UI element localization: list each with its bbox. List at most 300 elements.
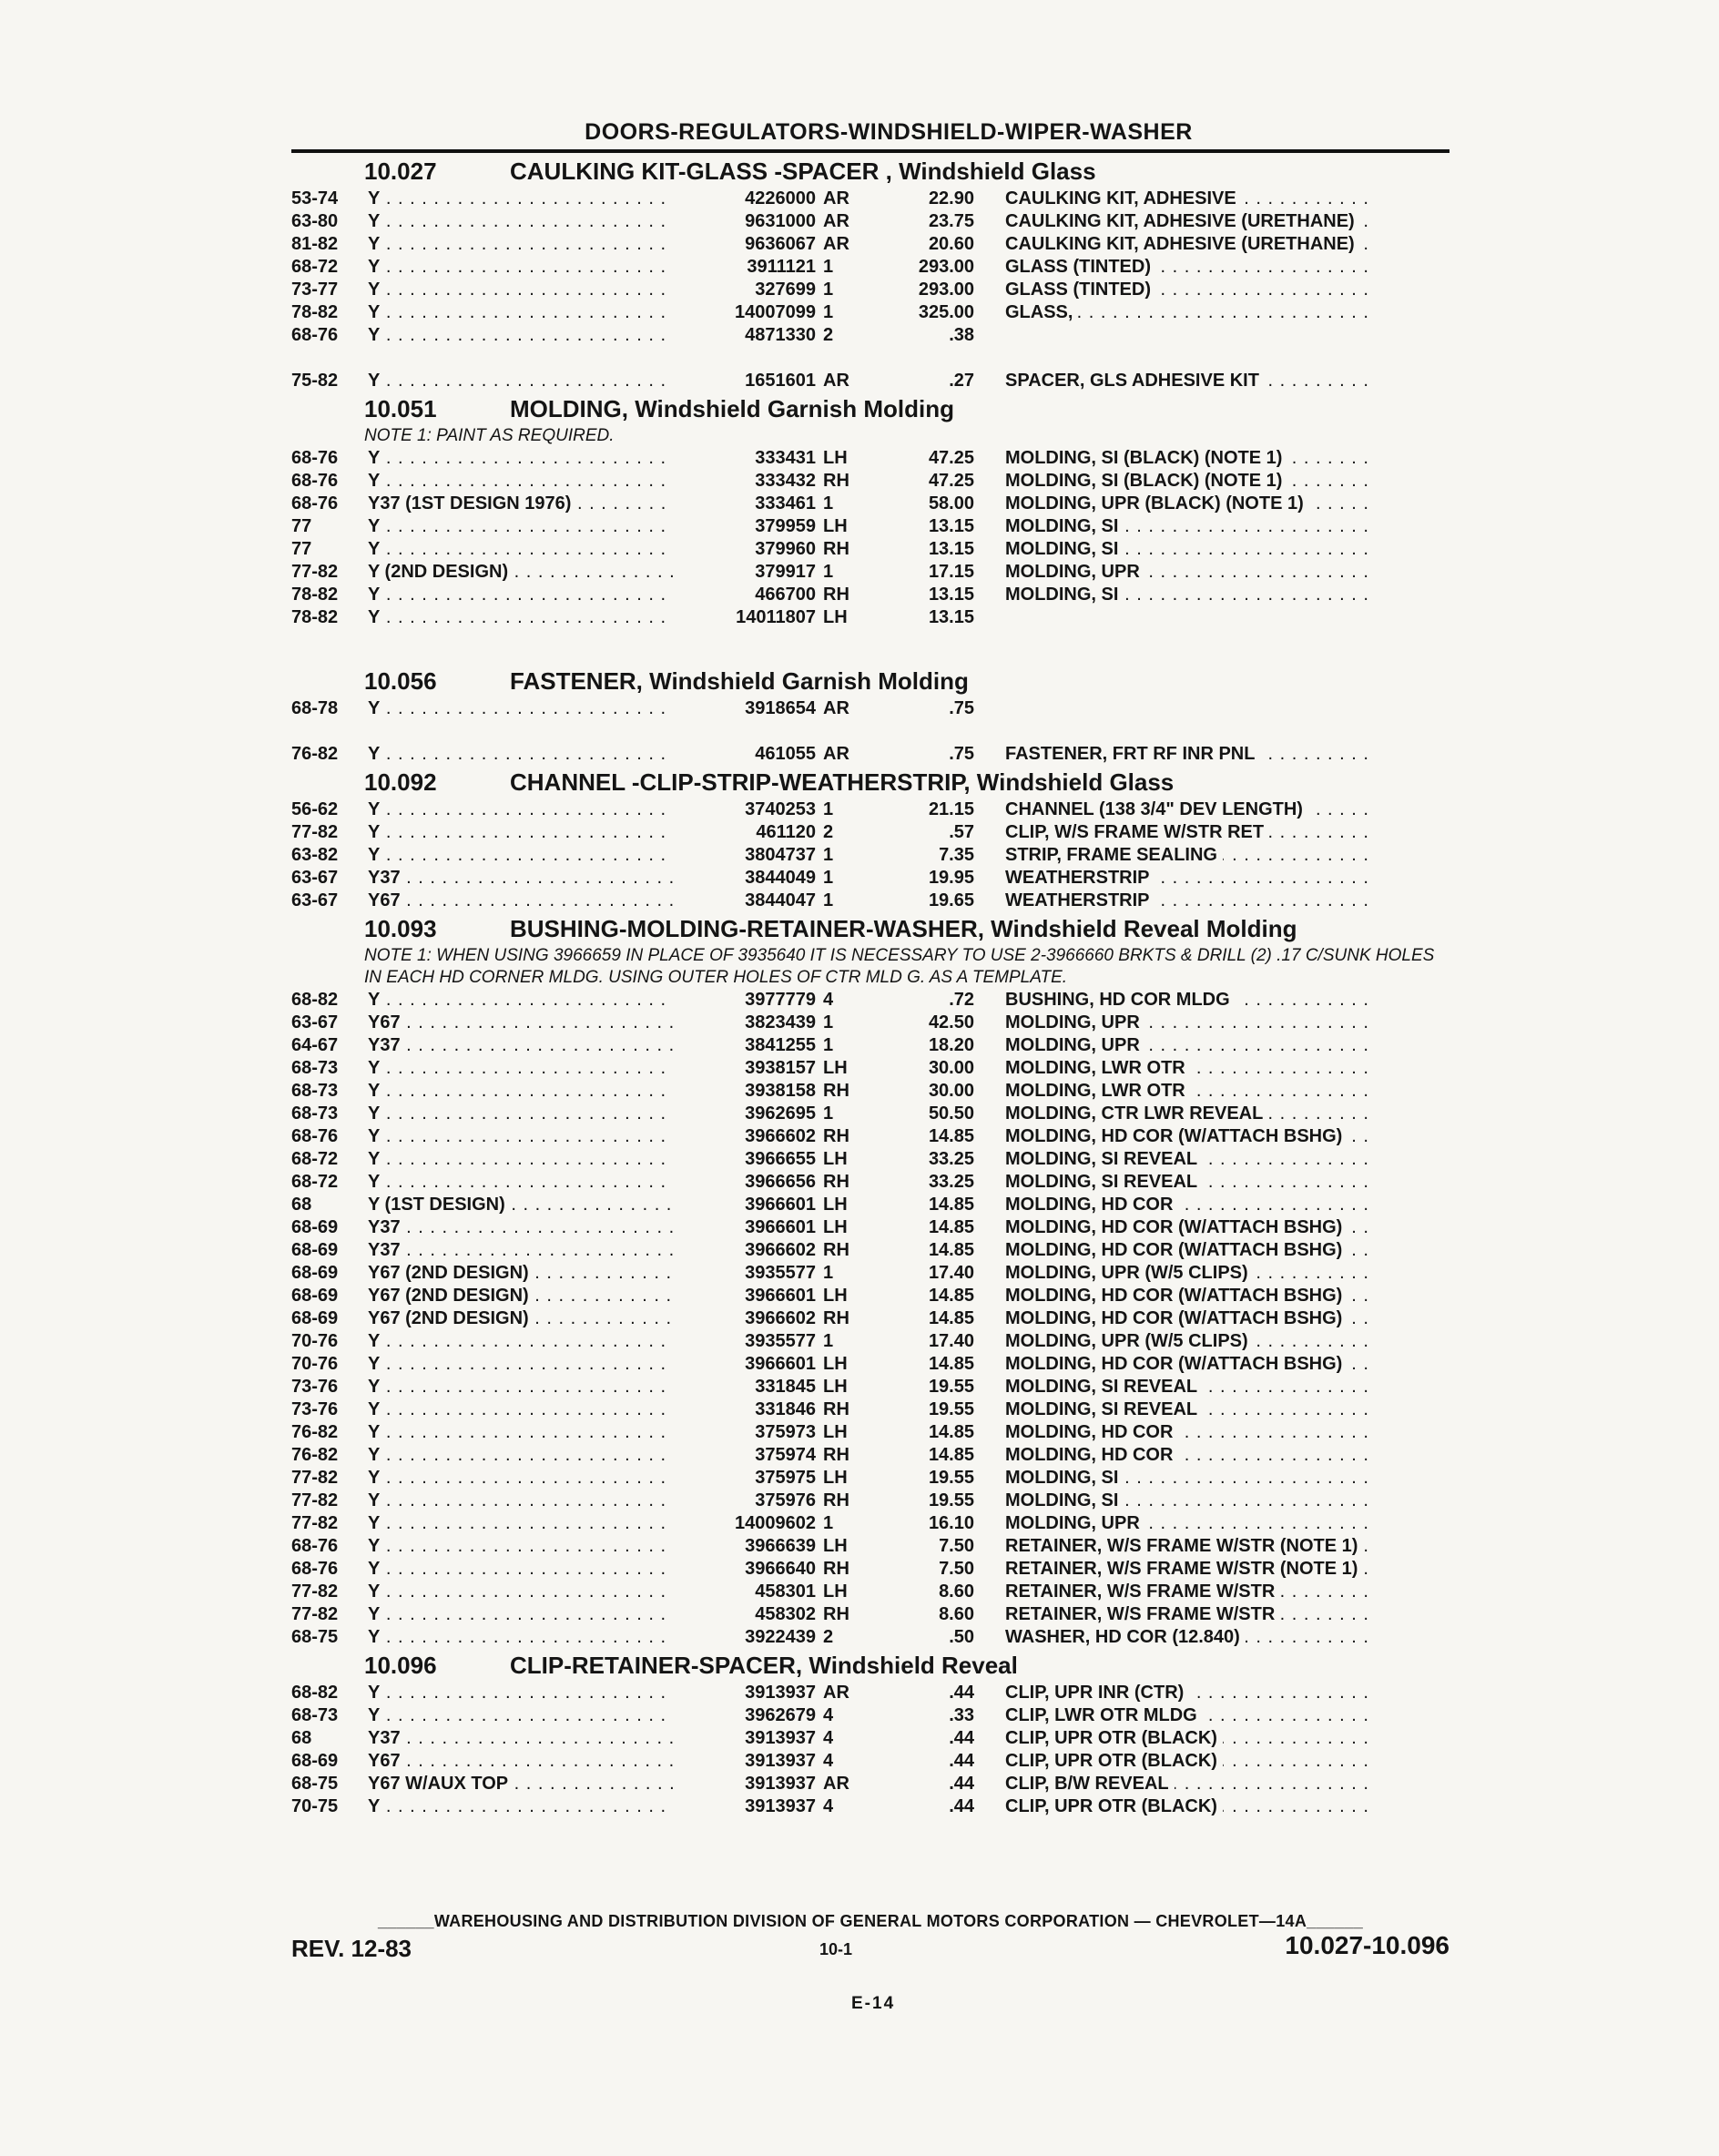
description: STRIP, FRAME SEALING [1005, 844, 1223, 867]
model: Y . . . [368, 301, 721, 324]
part-row [291, 1558, 1449, 1581]
part-row [291, 1012, 1449, 1034]
quantity: AR [823, 371, 849, 391]
part-number: 375976 [674, 1490, 816, 1512]
year-range: 70-76 [291, 1354, 339, 1374]
description: RETAINER, W/S FRAME W/STR (NOTE 1) [1005, 1558, 1363, 1581]
year-range: 76-82 [291, 1445, 339, 1465]
section-page: 10-1 [819, 1940, 853, 1958]
year-range: 68-72 [291, 257, 339, 277]
price: 33.25 [928, 1149, 974, 1169]
part-number: 3740253 [674, 798, 816, 821]
model: Y . . . [368, 697, 721, 720]
description: MOLDING, SI [1005, 538, 1124, 561]
part-number: 3844049 [674, 867, 816, 890]
model: Y . . . [368, 1398, 721, 1421]
part-row [291, 210, 1449, 233]
price: .44 [949, 1796, 974, 1816]
part-number: 4871330 [674, 324, 816, 347]
part-number: 1651601 [674, 370, 816, 392]
part-row [291, 989, 1449, 1012]
year-range: 77-82 [291, 1490, 339, 1510]
part-row [291, 1194, 1449, 1216]
quantity: LH [823, 1286, 848, 1306]
model: Y . . . [368, 1581, 721, 1603]
price: 13.15 [928, 539, 974, 559]
model: Y . . . [368, 470, 721, 493]
description: MOLDING, UPR [1005, 1034, 1145, 1057]
part-row [291, 606, 1449, 652]
part-row [291, 1581, 1449, 1603]
year-range: 63-67 [291, 868, 339, 888]
quantity: 1 [823, 868, 834, 888]
page-footer [291, 1912, 1449, 1962]
price: .44 [949, 1751, 974, 1771]
section-note: NOTE 1: PAINT AS REQUIRED. [364, 426, 615, 445]
quantity: 4 [823, 990, 834, 1010]
price: .33 [949, 1705, 974, 1725]
part-number: 3823439 [674, 1012, 816, 1034]
description: SPACER, GLS ADHESIVE KIT [1005, 370, 1265, 392]
price: 14.85 [928, 1445, 974, 1465]
year-range: 63-67 [291, 1012, 339, 1032]
year-range: 68-76 [291, 1126, 339, 1146]
section-spacer [291, 652, 1449, 665]
description-cell [1005, 989, 1442, 1012]
price: .50 [949, 1627, 974, 1647]
part-row [291, 561, 1449, 584]
description-cell [1005, 1467, 1442, 1490]
description-cell [1005, 188, 1442, 210]
part-number: 14009602 [674, 1512, 816, 1535]
description-cell [1005, 1626, 1442, 1649]
description: MOLDING, SI REVEAL [1005, 1171, 1203, 1194]
part-number: 9631000 [674, 210, 816, 233]
footer-division: WAREHOUSING AND DISTRIBUTION DIVISION OF GENERAL MOTORS CORPORATION — CHEVROLET—14A [433, 1912, 1307, 1930]
quantity: 2 [823, 1627, 834, 1647]
description: MOLDING, HD COR [1005, 1194, 1178, 1216]
section-heading [291, 912, 1449, 945]
part-number: 466700 [674, 584, 816, 606]
part-row [291, 1216, 1449, 1239]
quantity: 2 [823, 822, 834, 842]
part-number: 3966656 [674, 1171, 816, 1194]
year-range: 68 [291, 1195, 312, 1215]
part-row [291, 1421, 1449, 1444]
model: Y . . . [368, 1626, 721, 1649]
description: MOLDING, LWR OTR [1005, 1057, 1191, 1080]
part-number: 333432 [674, 470, 816, 493]
quantity: LH [823, 1581, 848, 1602]
model: Y . . . [368, 324, 721, 347]
price: 13.15 [928, 516, 974, 536]
year-range: 68-76 [291, 1536, 339, 1556]
part-row [291, 1103, 1449, 1125]
year-range: 77-82 [291, 1604, 339, 1624]
quantity: LH [823, 1217, 848, 1237]
description: MOLDING, CTR LWR REVEAL [1005, 1103, 1268, 1125]
section-name: BUSHING-MOLDING-RETAINER-WASHER, Windshield Reveal Molding [510, 915, 1297, 942]
description-cell [1005, 279, 1442, 301]
part-row [291, 538, 1449, 561]
price: .44 [949, 1728, 974, 1748]
price: 8.60 [939, 1604, 974, 1624]
description: MOLDING, UPR (W/5 CLIPS) [1005, 1262, 1254, 1285]
price: 30.00 [928, 1058, 974, 1078]
price: 19.55 [928, 1377, 974, 1397]
price: 14.85 [928, 1240, 974, 1260]
model: Y . . . [368, 1057, 721, 1080]
quantity: LH [823, 1058, 848, 1078]
description: MOLDING, SI (BLACK) (NOTE 1) [1005, 447, 1287, 470]
part-row [291, 697, 1449, 743]
part-row [291, 1171, 1449, 1194]
section-heading [291, 392, 1449, 425]
year-range: 68-78 [291, 698, 339, 718]
year-range: 68-72 [291, 1149, 339, 1169]
description: RETAINER, W/S FRAME W/STR [1005, 1581, 1280, 1603]
description: MOLDING, SI (BLACK) (NOTE 1) [1005, 470, 1287, 493]
part-number: 3913937 [674, 1727, 816, 1750]
quantity: 1 [823, 257, 834, 277]
price: 17.15 [928, 562, 974, 582]
part-number: 3962679 [674, 1704, 816, 1727]
year-range: 68-73 [291, 1081, 339, 1101]
model: Y (2ND DESIGN) . . . [368, 561, 721, 584]
model: Y . . . [368, 1330, 721, 1353]
year-range: 68-76 [291, 493, 339, 514]
price: .57 [949, 822, 974, 842]
description: MOLDING, SI [1005, 1467, 1124, 1490]
price: 14.85 [928, 1286, 974, 1306]
price: 325.00 [918, 302, 974, 322]
quantity: RH [823, 1399, 849, 1419]
model: Y37 . . . [368, 1216, 721, 1239]
part-row [291, 1285, 1449, 1307]
quantity: RH [823, 1172, 849, 1192]
year-range: 70-76 [291, 1331, 339, 1351]
quantity: RH [823, 1308, 849, 1328]
part-row [291, 1750, 1449, 1773]
section-number: 10.051 [364, 395, 437, 422]
model: Y37 (1ST DESIGN 1976) . . . [368, 493, 721, 515]
price: .27 [949, 371, 974, 391]
description: RETAINER, W/S FRAME W/STR (NOTE 1) [1005, 1535, 1363, 1558]
year-range: 76-82 [291, 744, 339, 764]
model: Y (1ST DESIGN) . . . [368, 1194, 721, 1216]
model: Y . . . [368, 1171, 721, 1194]
part-number: 379959 [674, 515, 816, 538]
model: Y . . . [368, 844, 721, 867]
price: 293.00 [918, 257, 974, 277]
section-name: CLIP-RETAINER-SPACER, Windshield Reveal [510, 1652, 1018, 1679]
quantity: 1 [823, 493, 834, 514]
description: MOLDING, UPR (BLACK) (NOTE 1) [1005, 493, 1309, 515]
description-cell [1005, 1330, 1442, 1353]
price: 293.00 [918, 280, 974, 300]
quantity: RH [823, 1081, 849, 1101]
price: .44 [949, 1774, 974, 1794]
part-row [291, 1682, 1449, 1704]
year-range: 77-82 [291, 1468, 339, 1488]
year-range: 68-69 [291, 1308, 339, 1328]
part-number: 375975 [674, 1467, 816, 1490]
quantity: 4 [823, 1728, 834, 1748]
description-cell [1005, 1194, 1442, 1216]
part-row [291, 1148, 1449, 1171]
year-range: 63-80 [291, 211, 339, 231]
year-range: 77-82 [291, 822, 339, 842]
price: 47.25 [928, 448, 974, 468]
model: Y . . . [368, 743, 721, 766]
description-cell [1005, 1490, 1442, 1512]
quantity: LH [823, 1195, 848, 1215]
part-row [291, 279, 1449, 301]
description-cell [1005, 798, 1442, 821]
part-row [291, 324, 1449, 370]
part-row [291, 1125, 1449, 1148]
part-row [291, 1603, 1449, 1626]
description: MOLDING, SI REVEAL [1005, 1376, 1203, 1398]
model: Y . . . [368, 1535, 721, 1558]
price: 23.75 [928, 211, 974, 231]
description: WEATHERSTRIP [1005, 867, 1155, 890]
model: Y67 (2ND DESIGN) . . . [368, 1307, 721, 1330]
price: 17.40 [928, 1331, 974, 1351]
model: Y . . . [368, 1103, 721, 1125]
description: WASHER, HD COR (12.840) [1005, 1626, 1246, 1649]
part-row [291, 1444, 1449, 1467]
description-cell [1005, 515, 1442, 538]
part-row [291, 1727, 1449, 1750]
part-row [291, 233, 1449, 256]
quantity: AR [823, 211, 849, 231]
catalog-sections [291, 155, 1449, 1818]
part-row [291, 1398, 1449, 1421]
year-range: 68-76 [291, 325, 339, 345]
description: MOLDING, HD COR (W/ATTACH BSHG) [1005, 1216, 1348, 1239]
price: .38 [949, 325, 974, 345]
description-cell [1005, 1750, 1442, 1773]
description-cell [1005, 1512, 1442, 1535]
part-number: 3966601 [674, 1216, 816, 1239]
part-number: 3966640 [674, 1558, 816, 1581]
year-range: 77-82 [291, 1581, 339, 1602]
year-range: 81-82 [291, 234, 339, 254]
model: Y67 . . . [368, 890, 721, 912]
price: 7.50 [939, 1559, 974, 1579]
model: Y . . . [368, 1704, 721, 1727]
description: BUSHING, HD COR MLDG [1005, 989, 1236, 1012]
section-number: 10.056 [364, 667, 437, 695]
year-range: 63-82 [291, 845, 339, 865]
price: 14.85 [928, 1126, 974, 1146]
quantity: LH [823, 1149, 848, 1169]
model: Y67 W/AUX TOP . . . [368, 1773, 721, 1795]
part-number: 331846 [674, 1398, 816, 1421]
price: 14.85 [928, 1354, 974, 1374]
quantity: 1 [823, 280, 834, 300]
model: Y . . . [368, 1467, 721, 1490]
description: MOLDING, SI [1005, 515, 1124, 538]
part-number: 3841255 [674, 1034, 816, 1057]
quantity: RH [823, 1445, 849, 1465]
price: 7.50 [939, 1536, 974, 1556]
quantity: 1 [823, 562, 834, 582]
description-cell [1005, 538, 1442, 561]
part-row [291, 1704, 1449, 1727]
model: Y . . . [368, 1558, 721, 1581]
price: 21.15 [928, 799, 974, 819]
section-heading [291, 1649, 1449, 1682]
model: Y . . . [368, 1376, 721, 1398]
year-range: 53-74 [291, 188, 339, 208]
quantity: LH [823, 1377, 848, 1397]
description-cell [1005, 1704, 1442, 1727]
model: Y . . . [368, 538, 721, 561]
description-cell [1005, 1558, 1442, 1581]
price: 16.10 [928, 1513, 974, 1533]
footer-division-line: ______WAREHOUSING AND DISTRIBUTION DIVISION OF GENERAL MOTORS CORPORATION — CHEVROLET—14A______ [377, 1912, 1364, 1930]
section-name: CAULKING KIT-GLASS -SPACER , Windshield Glass [510, 158, 1096, 185]
section-name: FASTENER, Windshield Garnish Molding [510, 667, 969, 695]
year-range: 77-82 [291, 562, 339, 582]
quantity: 4 [823, 1751, 834, 1771]
price: 19.55 [928, 1468, 974, 1488]
price: .72 [949, 990, 974, 1010]
description: CAULKING KIT, ADHESIVE (URETHANE) [1005, 210, 1360, 233]
part-number: 3913937 [674, 1750, 816, 1773]
description: CAULKING KIT, ADHESIVE (URETHANE) [1005, 233, 1360, 256]
model: Y . . . [368, 1512, 721, 1535]
model: Y . . . [368, 1795, 721, 1818]
part-row [291, 1239, 1449, 1262]
part-number: 375973 [674, 1421, 816, 1444]
part-number: 3911121 [674, 256, 816, 279]
year-range: 75-82 [291, 371, 339, 391]
year-range: 68-69 [291, 1751, 339, 1771]
part-row [291, 821, 1449, 844]
part-row [291, 370, 1449, 392]
price: 17.40 [928, 1263, 974, 1283]
description: GLASS (TINTED) [1005, 256, 1156, 279]
part-row [291, 1535, 1449, 1558]
model: Y . . . [368, 821, 721, 844]
quantity: 1 [823, 1035, 834, 1055]
part-number: 461055 [674, 743, 816, 766]
description-cell [1005, 1773, 1442, 1795]
description-cell [1005, 1103, 1442, 1125]
description: MOLDING, SI REVEAL [1005, 1148, 1203, 1171]
description-cell [1005, 1216, 1442, 1239]
description-cell [1005, 561, 1442, 584]
model: Y67 . . . [368, 1750, 721, 1773]
description: CLIP, B/W REVEAL [1005, 1773, 1175, 1795]
model: Y37 . . . [368, 1239, 721, 1262]
part-row [291, 1307, 1449, 1330]
description: MOLDING, HD COR (W/ATTACH BSHG) [1005, 1285, 1348, 1307]
year-range: 76-82 [291, 1422, 339, 1442]
year-range: 68-73 [291, 1058, 339, 1078]
part-number: 14007099 [674, 301, 816, 324]
model: Y . . . [368, 233, 721, 256]
year-range: 68-69 [291, 1286, 339, 1306]
description-cell [1005, 1171, 1442, 1194]
part-number: 3804737 [674, 844, 816, 867]
price: 58.00 [928, 493, 974, 514]
quantity: AR [823, 1774, 849, 1794]
description-cell [1005, 743, 1442, 766]
year-range: 68-76 [291, 471, 339, 491]
part-number: 327699 [674, 279, 816, 301]
description: CLIP, W/S FRAME W/STR RET [1005, 821, 1269, 844]
description-cell [1005, 210, 1442, 233]
price: 13.15 [928, 607, 974, 627]
price: 19.65 [928, 890, 974, 910]
quantity: LH [823, 607, 848, 627]
section-heading [291, 766, 1449, 798]
section-heading [291, 155, 1449, 188]
price: 33.25 [928, 1172, 974, 1192]
part-number: 3938158 [674, 1080, 816, 1103]
price: 42.50 [928, 1012, 974, 1032]
part-number: 3966601 [674, 1353, 816, 1376]
description-cell [1005, 1398, 1442, 1421]
part-number: 379960 [674, 538, 816, 561]
part-number: 3966602 [674, 1239, 816, 1262]
part-row [291, 1353, 1449, 1376]
description: MOLDING, SI REVEAL [1005, 1398, 1203, 1421]
page-title: DOORS-REGULATORS-WINDSHIELD-WIPER-WASHER [585, 119, 1193, 145]
description-cell [1005, 447, 1442, 470]
model: Y . . . [368, 1490, 721, 1512]
description: CAULKING KIT, ADHESIVE [1005, 188, 1242, 210]
price: 19.55 [928, 1490, 974, 1510]
quantity: 1 [823, 1103, 834, 1124]
description-cell [1005, 301, 1442, 324]
description: MOLDING, HD COR (W/ATTACH BSHG) [1005, 1125, 1348, 1148]
part-row [291, 1795, 1449, 1818]
quantity: 1 [823, 1263, 834, 1283]
year-range: 73-76 [291, 1399, 339, 1419]
part-number: 333431 [674, 447, 816, 470]
part-number: 3935577 [674, 1262, 816, 1285]
section-name: MOLDING, Windshield Garnish Molding [510, 395, 954, 422]
part-number: 461120 [674, 821, 816, 844]
part-number: 3977779 [674, 989, 816, 1012]
part-number: 331845 [674, 1376, 816, 1398]
part-number: 333461 [674, 493, 816, 515]
model: Y . . . [368, 989, 721, 1012]
part-number: 375974 [674, 1444, 816, 1467]
description-cell [1005, 1603, 1442, 1626]
price: .44 [949, 1683, 974, 1703]
year-range: 68-72 [291, 1172, 339, 1192]
part-row [291, 1057, 1449, 1080]
year-range: 70-75 [291, 1796, 339, 1816]
price: 20.60 [928, 234, 974, 254]
part-row [291, 1034, 1449, 1057]
description-cell [1005, 1444, 1442, 1467]
description-cell [1005, 1795, 1442, 1818]
description-cell [1005, 1307, 1442, 1330]
price: 14.85 [928, 1217, 974, 1237]
part-number: 458302 [674, 1603, 816, 1626]
quantity: AR [823, 234, 849, 254]
description: CLIP, UPR OTR (BLACK) [1005, 1750, 1223, 1773]
part-number: 9636067 [674, 233, 816, 256]
price: 7.35 [939, 845, 974, 865]
